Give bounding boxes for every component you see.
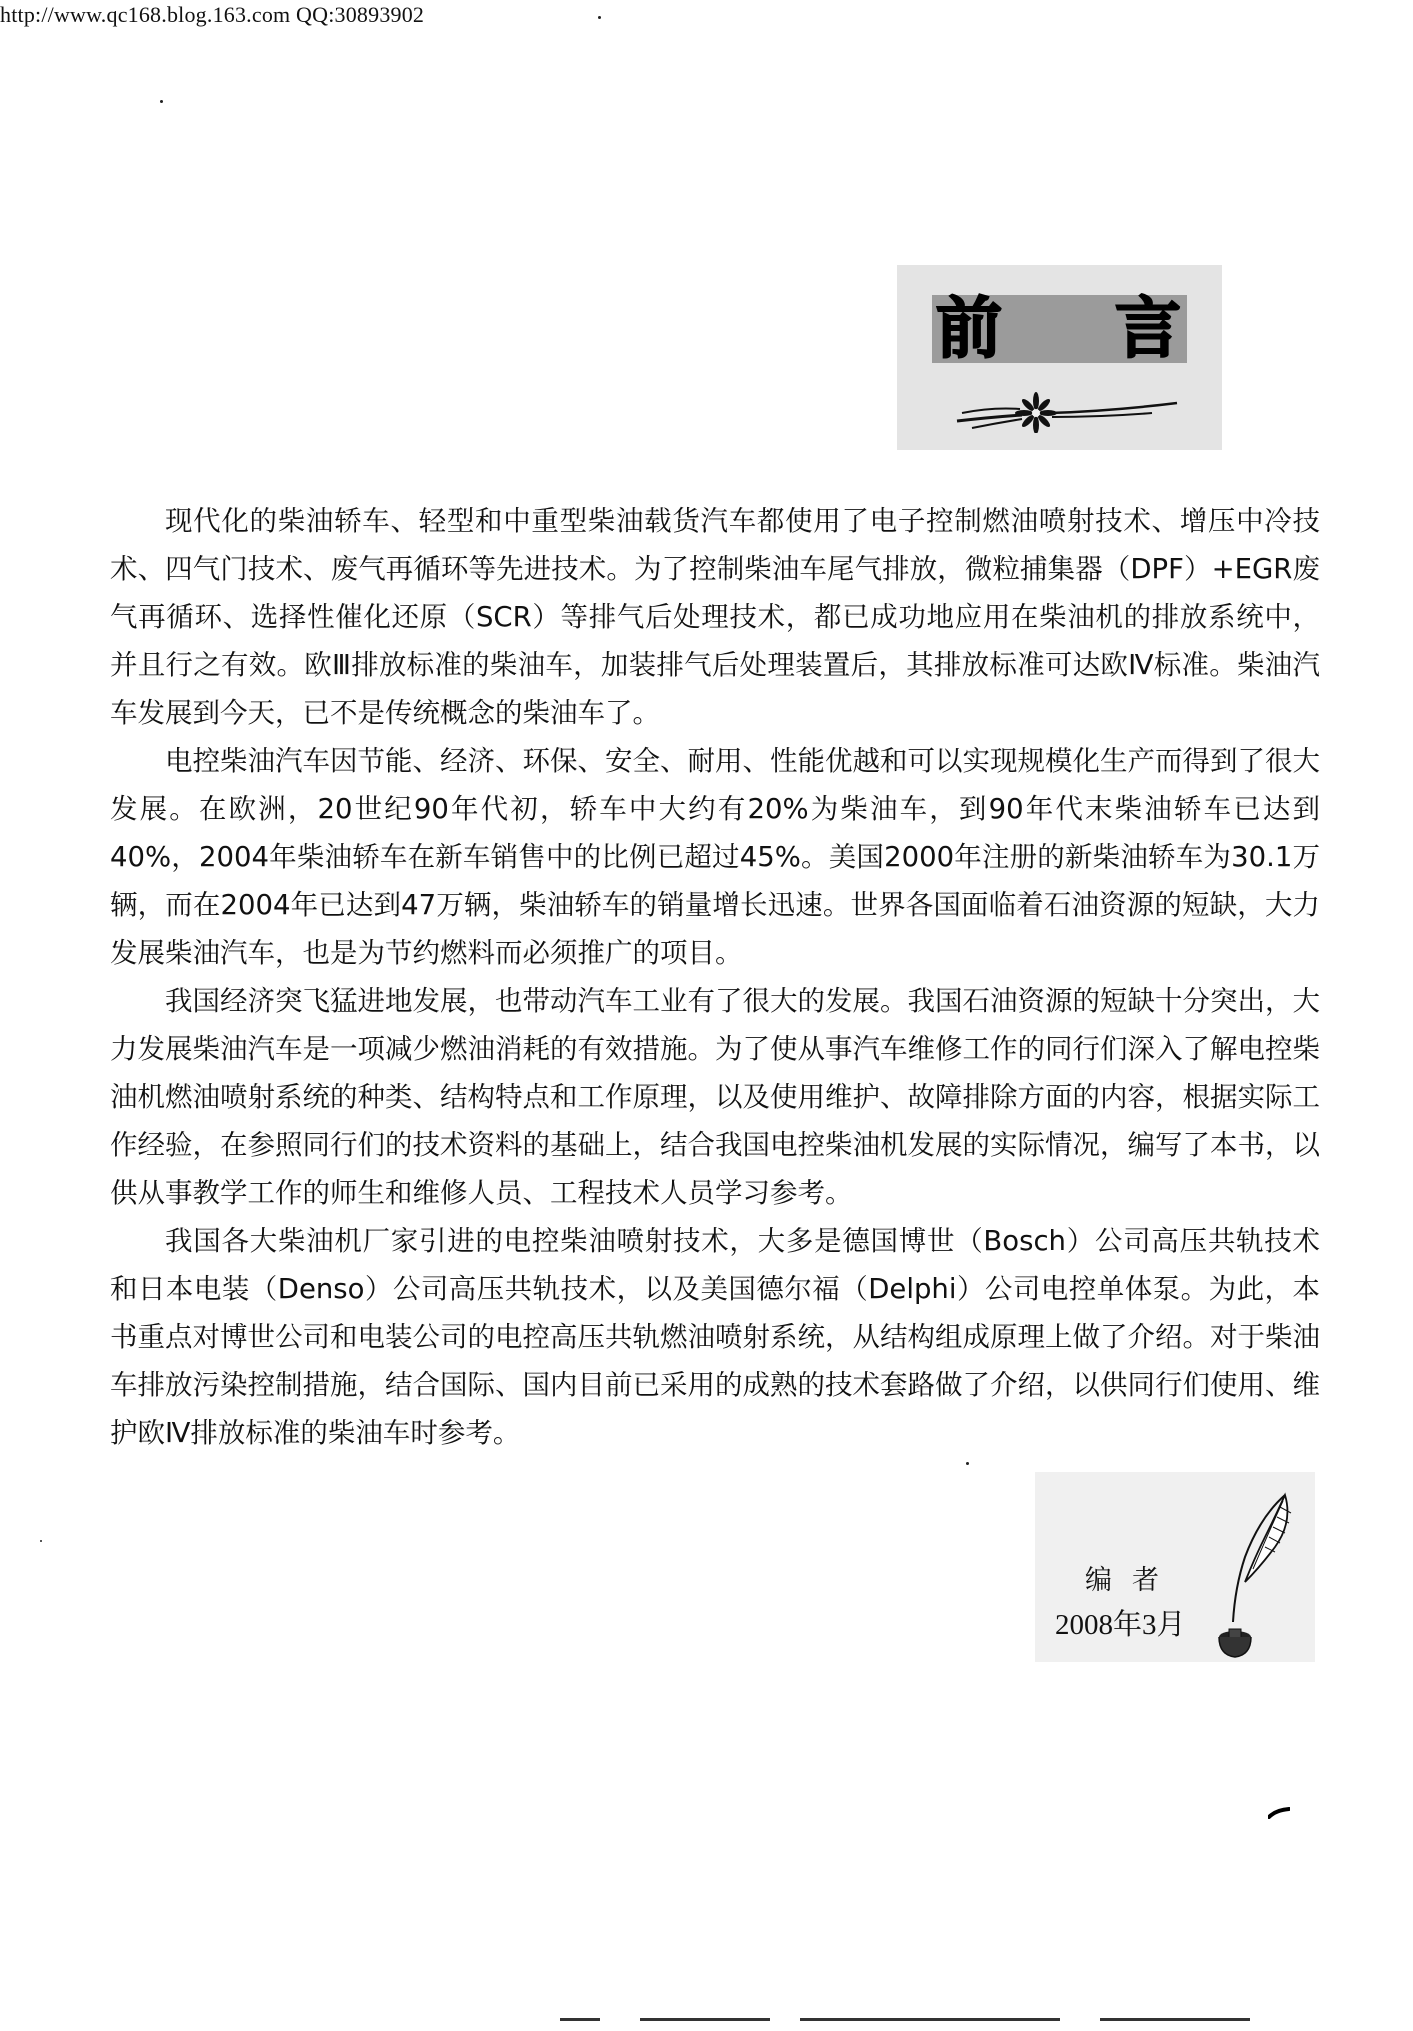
preface-body xyxy=(110,497,1320,1457)
preface-paragraph-2: 电控柴油汽车因节能、经济、环保、安全、耐用、性能优越和可以实现规模化生产而得到了很大发展。在欧洲，20世纪90年代初，轿车中大约有20%为柴油车，到90年代末柴油轿车已达到40%，2004年柴油轿车在新车销售中的比例已超过45%。美国2000年注册的新柴油轿车为30.1万辆，而在2004年已达到47万辆，柴油轿车的销量增长迅速。世界各国面临着石油资源的短缺，大力发展柴油汽车，也是为节约燃料而必须推广的项目。 xyxy=(110,745,1320,969)
flower-ornament-icon xyxy=(952,373,1182,433)
scan-edge-line xyxy=(1100,2018,1250,2021)
page-title-char-2: 言 xyxy=(1115,290,1181,367)
scan-speck xyxy=(966,1462,969,1465)
title-band xyxy=(932,290,1187,367)
page-title-char-1: 前 xyxy=(936,290,1002,367)
preface-paragraph-3: 我国经济突飞猛进地发展，也带动汽车工业有了很大的发展。我国石油资源的短缺十分突出，大力发展柴油汽车是一项减少燃油消耗的有效措施。为了使从事汽车维修工作的同行们深入了解电控柴油机燃油喷射系统的种类、结构特点和工作原理，以及使用维护、故障排除方面的内容，根据实际工作经验，在参照同行们的技术资料的基础上，结合我国电控柴油机发展的实际情况，编写了本书，以供从事教学工作的师生和维修人员、工程技术人员学习参考。 xyxy=(110,985,1320,1209)
scan-edge-line xyxy=(560,2018,600,2021)
preface-paragraph-1: 现代化的柴油轿车、轻型和中重型柴油载货汽车都使用了电子控制燃油喷射技术、增压中冷技术、四气门技术、废气再循环等先进技术。为了控制柴油车尾气排放，微粒捕集器（DPF）+EGR废气再循环、选择性催化还原（SCR）等排气后处理技术，都已成功地应用在柴油机的排放系统中，并且行之有效。欧Ⅲ排放标准的柴油车，加装排气后处理装置后，其排放标准可达欧Ⅳ标准。柴油汽车发展到今天，已不是传统概念的柴油车了。 xyxy=(110,505,1320,729)
author-signature: 编者 xyxy=(1085,1565,1179,1596)
quill-inkpot-icon xyxy=(1205,1487,1300,1662)
scan-speck xyxy=(598,16,601,19)
scan-speck xyxy=(40,1540,42,1542)
signature-date: 2008年3月 xyxy=(1055,1609,1186,1641)
preface-paragraph-4: 我国各大柴油机厂家引进的电控柴油喷射技术，大多是德国博世（Bosch）公司高压共轨技术和日本电装（Denso）公司高压共轨技术，以及美国德尔福（Delphi）公司电控单体泵。为此，本书重点对博世公司和电装公司的电控高压共轨燃油喷射系统，从结构组成原理上做了介绍。对于柴油车排放污染控制措施，结合国际、国内目前已采用的成熟的技术套路做了介绍，以供同行们使用、维护欧Ⅳ排放标准的柴油车时参考。 xyxy=(110,1225,1320,1449)
scan-edge-line xyxy=(640,2018,770,2021)
scan-speck xyxy=(160,100,163,103)
scan-edge-line xyxy=(800,2018,1060,2021)
blog-watermark: http://www.qc168.blog.163.com QQ:30893902 xyxy=(0,2,425,27)
signature-block xyxy=(1035,1472,1315,1662)
preface-title-block xyxy=(897,265,1222,450)
ink-mark xyxy=(1268,1807,1290,1819)
